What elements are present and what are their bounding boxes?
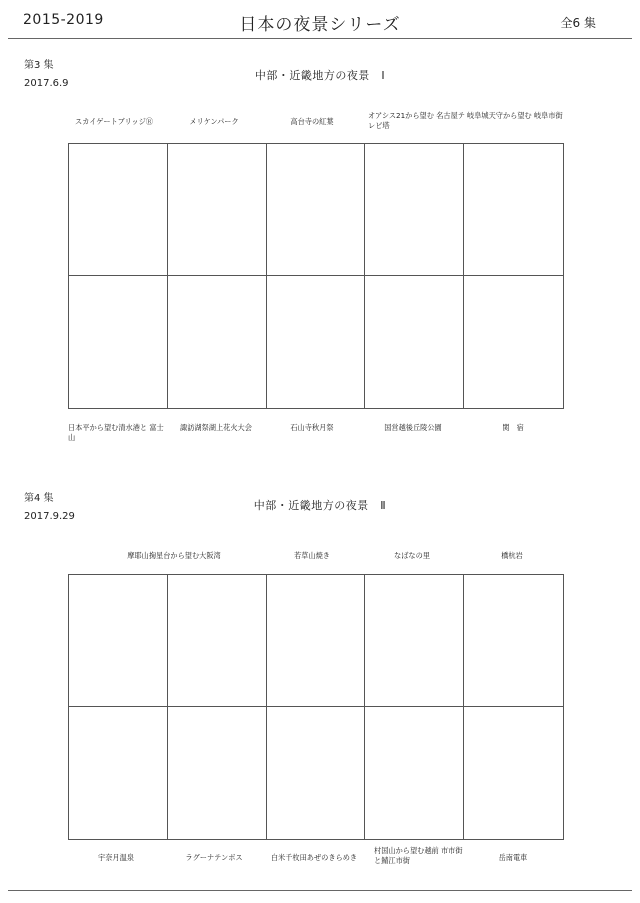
- stamp-slot: [267, 575, 366, 707]
- stamp-slot: [168, 707, 267, 839]
- stamp-slot: [69, 707, 168, 839]
- stamp-caption: 摩耶山掬星台から望む大阪湾: [127, 551, 221, 560]
- issue-label: 第3 集: [24, 60, 54, 71]
- stamp-caption: 岐阜城天守から望む 岐阜市街: [467, 111, 563, 120]
- stamp-slot: [168, 276, 267, 408]
- stamp-slot: [267, 276, 366, 408]
- stamp-caption: 宇奈月温泉: [98, 853, 134, 862]
- stamp-slot: [365, 144, 464, 276]
- stamp-slot: [168, 144, 267, 276]
- stamp-caption: 白米千枚田あぜのきらめき: [270, 853, 358, 862]
- stamp-slot: [365, 575, 464, 707]
- stamp-caption: 高台寺の紅葉: [290, 117, 334, 126]
- stamp-caption: 橋杭岩: [501, 551, 523, 560]
- stamp-slot: [69, 276, 168, 408]
- issue-date: 2017.9.29: [24, 511, 75, 522]
- stamp-caption: 村国山から望む越前 市市街と鯖江市街: [374, 846, 463, 865]
- stamp-slot: [267, 144, 366, 276]
- stamp-slot: [464, 707, 563, 839]
- stamp-caption: 国営越後丘陵公園: [384, 423, 442, 432]
- stamp-slot: [267, 707, 366, 839]
- stamp-caption: 諏訪湖祭湖上花火大会: [180, 423, 252, 432]
- total-issues: 全6 集: [560, 16, 596, 30]
- stamp-caption: なばなの里: [394, 551, 430, 560]
- stamp-caption: スカイゲートブリッジⓇ: [75, 117, 153, 126]
- stamp-slot: [365, 276, 464, 408]
- stamp-caption: 若草山焼き: [294, 551, 330, 560]
- stamp-slot: [464, 144, 563, 276]
- stamp-grid: [68, 143, 564, 409]
- issue-label: 第4 集: [24, 493, 54, 504]
- series-years: 2015-2019: [23, 12, 104, 28]
- stamp-slot: [464, 276, 563, 408]
- issue-date: 2017.6.9: [24, 78, 69, 89]
- header-rule: [8, 38, 632, 39]
- stamp-caption: 岳南電車: [498, 853, 528, 862]
- issue-title: 中部・近畿地方の夜景 Ⅱ: [253, 499, 387, 512]
- stamp-caption: メリケンパーク: [189, 117, 239, 126]
- stamp-slot: [69, 144, 168, 276]
- stamp-caption: 日本平から望む清水港と 富士山: [68, 423, 164, 442]
- stamp-slot: [168, 575, 267, 707]
- stamp-slot: [365, 707, 464, 839]
- stamp-caption: オアシス21から望む 名古屋テレビ塔: [368, 111, 465, 130]
- stamp-caption: 関 宿: [502, 423, 524, 432]
- issue-title: 中部・近畿地方の夜景 Ⅰ: [254, 69, 386, 82]
- stamp-grid: [68, 574, 564, 840]
- footer-rule: [8, 890, 632, 891]
- stamp-slot: [69, 575, 168, 707]
- stamp-slot: [464, 575, 563, 707]
- stamp-caption: 石山寺秋月祭: [290, 423, 334, 432]
- stamp-caption: ラグーナテンボス: [185, 853, 243, 862]
- document-title: 日本の夜景シリーズ: [239, 15, 401, 35]
